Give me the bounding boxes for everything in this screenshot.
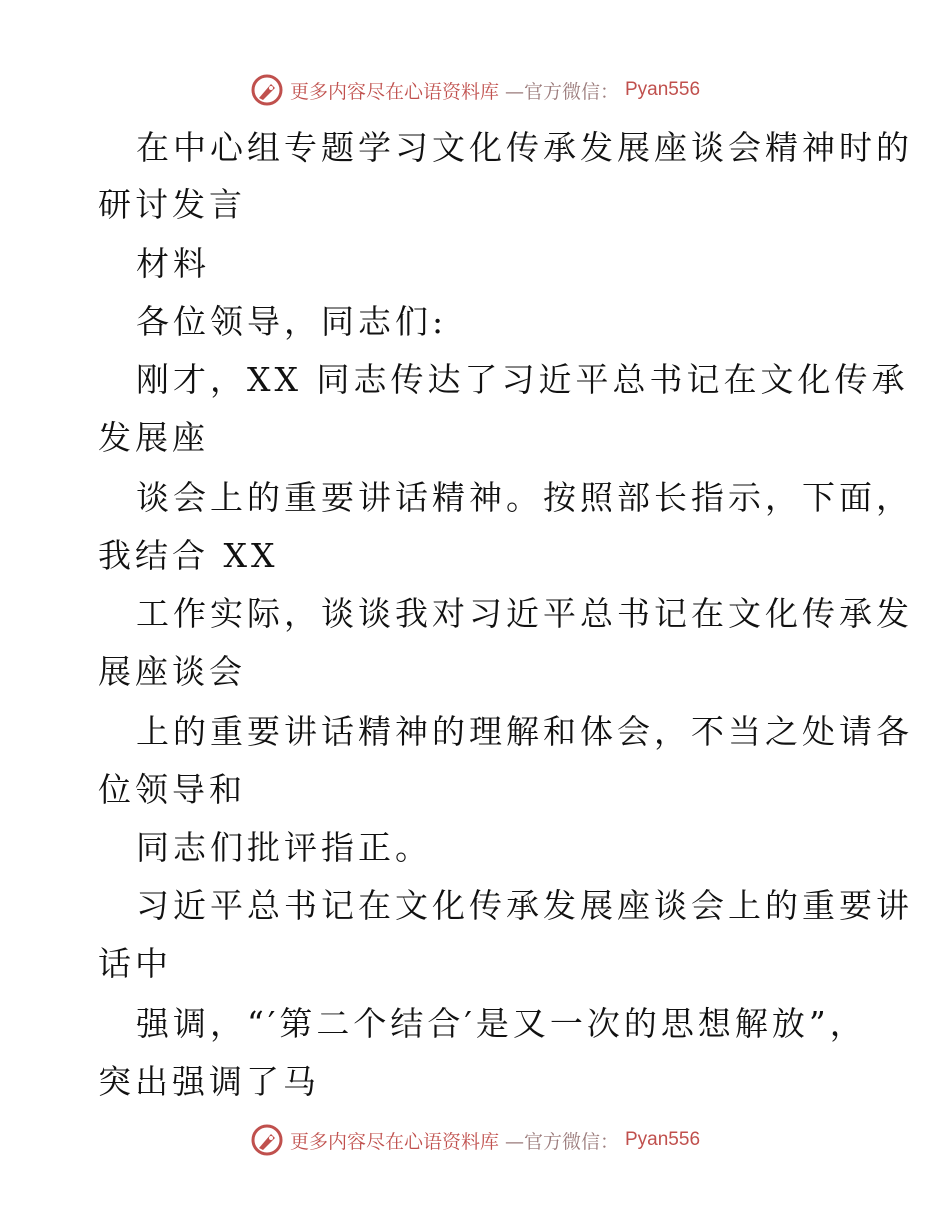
text-line: 位领导和 (98, 770, 246, 809)
text-line: 强调，“′第二个结合′是又一次的思想解放”， (136, 1004, 867, 1043)
watermark-separator: —官方微信： (504, 80, 619, 103)
text-line: 在中心组专题学习文化传承发展座谈会精神时的 (136, 128, 913, 167)
pen-nib-logo-icon (250, 73, 284, 107)
footer-watermark (0, 1120, 950, 1160)
text-line: 话中 (98, 944, 172, 983)
text-line: 习近平总书记在文化传承发展座谈会上的重要讲 (136, 886, 913, 925)
watermark-brand: 更多内容尽在心语资料库 (289, 80, 499, 103)
watermark-brand: 更多内容尽在心语资料库 (289, 1130, 499, 1153)
text-line: 材料 (136, 244, 210, 283)
text-line: 工作实际，谈谈我对习近平总书记在文化传承发 (136, 594, 913, 633)
watermark-wechat-id: Pyan556 (625, 1129, 701, 1150)
text-line: 刚才，XX 同志传达了习近平总书记在文化传承 (136, 360, 909, 399)
text-line: 上的重要讲话精神的理解和体会，不当之处请各 (136, 712, 913, 751)
text-line: 谈会上的重要讲话精神。按照部长指示，下面， (136, 478, 913, 517)
pen-nib-logo-icon (250, 1123, 284, 1157)
text-line: 各位领导，同志们: (136, 302, 448, 341)
text-line: 同志们批评指正。 (136, 828, 432, 867)
text-line: 发展座 (98, 418, 209, 457)
header-watermark (0, 70, 950, 110)
text-line: 突出强调了马 (98, 1062, 320, 1101)
watermark-wechat-id: Pyan556 (625, 79, 701, 100)
text-line: 研讨发言 (98, 185, 246, 224)
text-line: 我结合 XX (98, 536, 279, 575)
text-line: 展座谈会 (98, 652, 246, 691)
watermark-separator: —官方微信： (504, 1130, 619, 1153)
